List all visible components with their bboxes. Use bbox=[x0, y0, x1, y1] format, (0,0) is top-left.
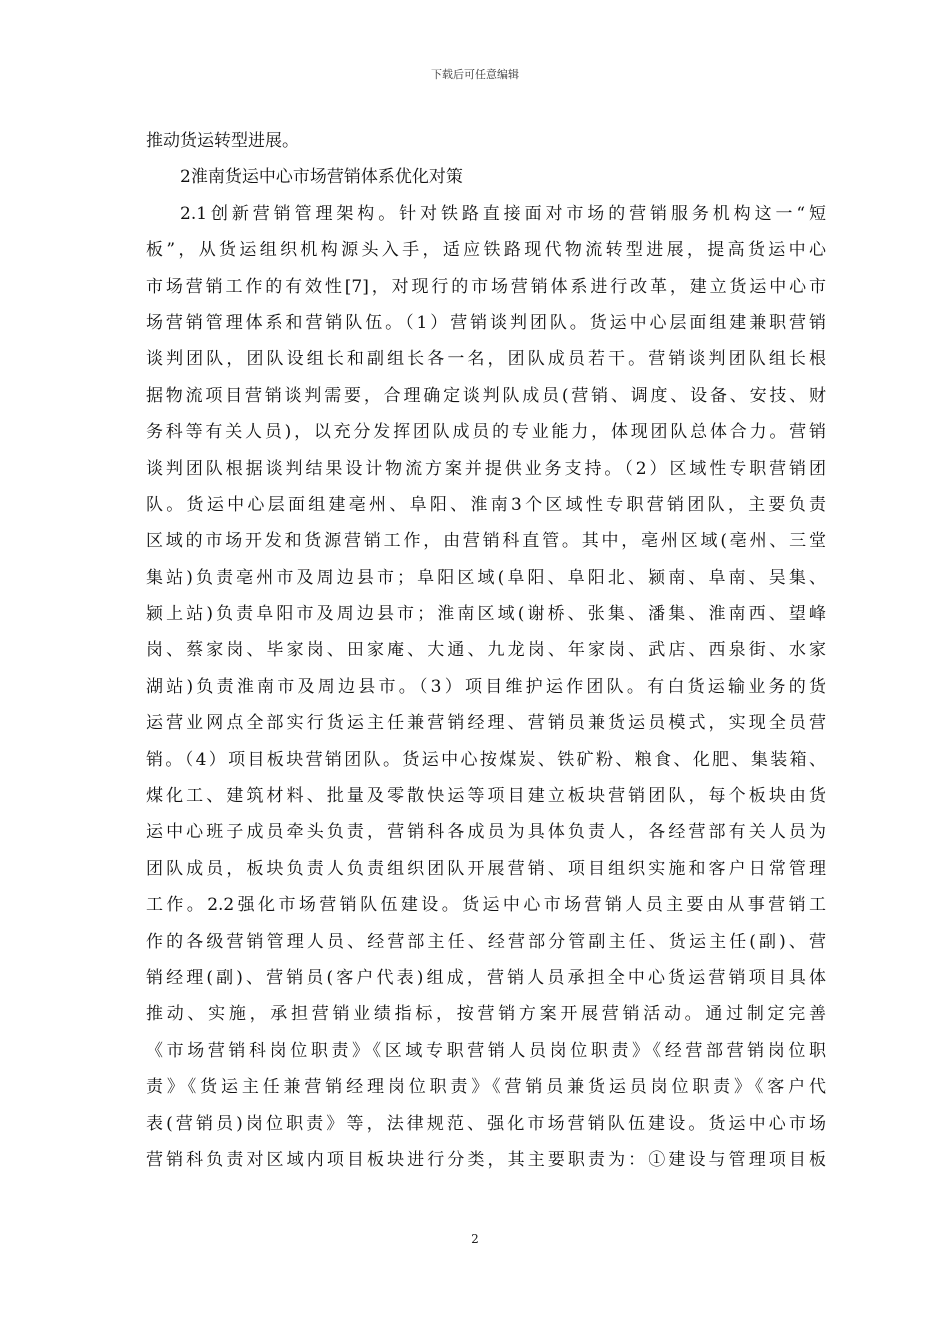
text-line: 推动、实施，承担营销业绩指标，按营销方案开展营销活动。通过制定完善 bbox=[146, 1004, 826, 1025]
text-line: 据物流项目营销谈判需要，合理确定谈判队成员(营销、调度、设备、安技、财 bbox=[146, 385, 826, 406]
text-line: 谈判团队，团队设组长和副组长各一名，团队成员若干。营销谈判团队组长根 bbox=[146, 349, 826, 370]
text-line: 煤化工、建筑材料、批量及零散快运等项目建立板块营销团队，每个板块由货 bbox=[146, 786, 826, 807]
text-line: 谈判团队根据谈判结果设计物流方案并提供业务支持。（2）区域性专职营销团 bbox=[146, 458, 826, 479]
page-header: 下载后可任意编辑 bbox=[431, 68, 519, 81]
text-line: 市场营销工作的有效性[7]，对现行的市场营销体系进行改革，建立货运中心市 bbox=[146, 276, 826, 297]
text-line: 运营业网点全部实行货运主任兼营销经理、营销员兼货运员模式，实现全员营 bbox=[146, 713, 826, 734]
text-line: 推动货运转型进展。 bbox=[146, 131, 299, 151]
text-line: 湖站)负责淮南市及周边县市。（3）项目维护运作团队。有白货运输业务的货 bbox=[146, 676, 826, 697]
page-number: 2 bbox=[471, 1232, 479, 1246]
text-line: 销。（4）项目板块营销团队。货运中心按煤炭、铁矿粉、粮食、化肥、集装箱、 bbox=[146, 749, 826, 770]
text-line: 板”，从货运组织机构源头入手，适应铁路现代物流转型进展，提高货运中心 bbox=[146, 240, 826, 261]
text-line: 集站)负责亳州市及周边县市；阜阳区域(阜阳、阜阳北、颍南、阜南、吴集、 bbox=[146, 567, 826, 588]
text-line: 工作。2.2强化市场营销队伍建设。货运中心市场营销人员主要由从事营销工 bbox=[146, 895, 826, 916]
text-line: 队。货运中心层面组建亳州、阜阳、淮南3个区域性专职营销团队，主要负责 bbox=[146, 494, 826, 515]
body-text bbox=[146, 123, 826, 1178]
text-line: 团队成员，板块负责人负责组织团队开展营销、项目组织实施和客户日常管理 bbox=[146, 858, 826, 879]
text-line: 区域的市场开发和货源营销工作，由营销科直管。其中，亳州区域(亳州、三堂 bbox=[146, 531, 826, 552]
text-line: 作的各级营销管理人员、经营部主任、经营部分管副主任、货运主任(副)、营 bbox=[146, 931, 826, 952]
text-line: 岗、蔡家岗、毕家岗、田家庵、大通、九龙岗、年家岗、武店、西泉街、水家 bbox=[146, 640, 826, 661]
text-line: 颍上站)负责阜阳市及周边县市；淮南区域(谢桥、张集、潘集、淮南西、望峰 bbox=[146, 604, 826, 625]
text-line: 责》《货运主任兼营销经理岗位职责》《营销员兼货运员岗位职责》《客户代 bbox=[146, 1077, 826, 1098]
text-line: 务科等有关人员)，以充分发挥团队成员的专业能力，体现团队总体合力。营销 bbox=[146, 422, 826, 443]
text-line: 《市场营销科岗位职责》《区域专职营销人员岗位职责》《经营部营销岗位职 bbox=[146, 1040, 826, 1061]
text-line: 场营销管理体系和营销队伍。（1）营销谈判团队。货运中心层面组建兼职营销 bbox=[146, 312, 826, 333]
text-line: 运中心班子成员牵头负责，营销科各成员为具体负责人，各经营部有关人员为 bbox=[146, 822, 826, 843]
text-line: 营销科负责对区域内项目板块进行分类，其主要职责为：①建设与管理项目板 bbox=[146, 1149, 826, 1170]
section-heading: 2淮南货运中心市场营销体系优化对策 bbox=[180, 167, 463, 188]
text-line: 销经理(副)、营销员(客户代表)组成，营销人员承担全中心货运营销项目具体 bbox=[146, 967, 826, 988]
text-line: 2.1创新营销管理架构。针对铁路直接面对市场的营销服务机构这一“短 bbox=[180, 203, 826, 224]
text-line: 表(营销员)岗位职责》等，法律规范、强化市场营销队伍建设。货运中心市场 bbox=[146, 1113, 826, 1134]
